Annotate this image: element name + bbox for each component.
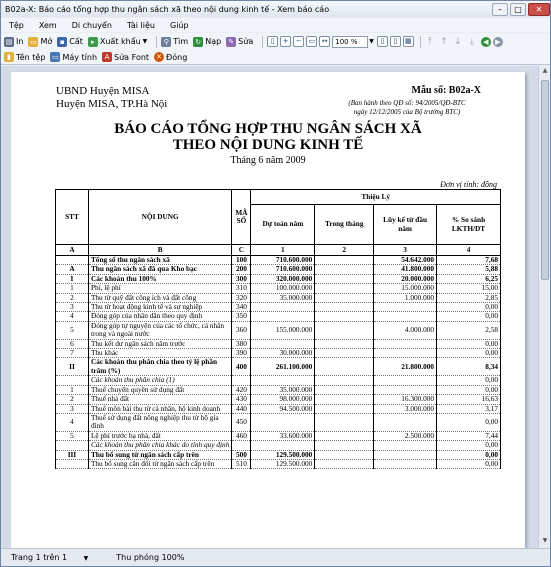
- content-cell: Các khoản thu 100%: [88, 274, 232, 283]
- ytd-cell: 20.000.000: [374, 274, 437, 283]
- organization-name: UBND Huyện MISA: [56, 85, 150, 97]
- col-code-header: MÃ SỐ: [232, 190, 251, 245]
- month-cell: [315, 312, 374, 321]
- edit-font-button[interactable]: A Sửa Font: [102, 52, 149, 62]
- table-row: [56, 312, 501, 321]
- estimate-cell: 261.100.000: [251, 358, 315, 376]
- content-cell: Thu ngân sách xã đã qua Kho bạc: [88, 265, 232, 274]
- zoom-indicator: Thu phóng 100%: [116, 553, 185, 562]
- print-button[interactable]: ▤ In: [5, 37, 24, 46]
- stt-cell: 1: [56, 284, 89, 293]
- pct-cell: 5,88: [437, 265, 501, 274]
- scroll-down-icon[interactable]: ▼: [542, 537, 548, 544]
- pct-cell: 0,00: [437, 459, 501, 468]
- stt-cell: 6: [56, 339, 89, 348]
- stt-cell: III: [56, 450, 89, 459]
- content-cell: Phí, lệ phí: [88, 284, 232, 293]
- estimate-cell: 710.600.000: [251, 256, 315, 265]
- code-cell: 510: [232, 459, 251, 468]
- stt-cell: 2: [56, 395, 89, 404]
- col-month-header: Trong tháng: [315, 205, 374, 245]
- page-icon[interactable]: ▯: [267, 36, 278, 47]
- multi-page-icon[interactable]: ▦: [403, 36, 414, 47]
- content-cell: Thu từ hoạt động kinh tế và sự nghiệp: [88, 303, 232, 312]
- ytd-cell: 54.642.000: [374, 256, 437, 265]
- month-cell: [315, 265, 374, 274]
- ytd-cell: 41.800.000: [374, 265, 437, 274]
- close-button[interactable]: ✕ Đóng: [154, 52, 187, 62]
- estimate-cell: 35.000.000: [251, 293, 315, 302]
- chevron-down-icon: ▼: [83, 555, 89, 562]
- currency-unit: Đơn vị tính: đồng: [440, 180, 497, 189]
- pct-cell: 0,00: [437, 376, 501, 385]
- pct-cell: 2,85: [437, 293, 501, 302]
- pct-cell: 6,25: [437, 274, 501, 283]
- content-cell: Thu khác: [88, 349, 232, 358]
- menu-bar: [1, 18, 550, 32]
- code-cell: 450: [232, 413, 251, 431]
- stt-cell: A: [56, 265, 89, 274]
- estimate-cell: 98.000.000: [251, 395, 315, 404]
- menu-view[interactable]: Xem: [38, 20, 57, 30]
- content-cell: Tổng số thu ngân sách xã: [88, 256, 232, 265]
- pct-cell: 2,58: [437, 321, 501, 339]
- ytd-cell: 21.800.000: [374, 358, 437, 376]
- table-row: [56, 339, 501, 348]
- zoom-in-icon[interactable]: +: [280, 36, 291, 47]
- estimate-cell: 320.000.000: [251, 274, 315, 283]
- month-cell: [315, 339, 374, 348]
- find-button[interactable]: ⚲ Tìm: [161, 37, 188, 47]
- content-cell: Thu bổ sung cân đối từ ngân sách cấp trên: [88, 459, 232, 468]
- month-cell: [315, 385, 374, 394]
- content-cell: Thuế chuyển quyền sử dụng đất: [88, 385, 232, 394]
- minimize-button[interactable]: –: [492, 3, 508, 16]
- month-cell: [315, 376, 374, 385]
- code-cell: 380: [232, 339, 251, 348]
- table-row: [56, 395, 501, 404]
- search-icon: ⚲: [161, 37, 171, 47]
- content-cell: Thu bổ sung từ ngân sách cấp trên: [88, 450, 232, 459]
- menu-help[interactable]: Giúp: [170, 20, 189, 30]
- table-row: [56, 413, 501, 431]
- title-bar: [1, 1, 550, 17]
- zoom-page-icon[interactable]: ▭: [306, 36, 317, 47]
- ytd-cell: 4.000.000: [374, 321, 437, 339]
- index-cell: 4: [437, 245, 501, 256]
- toolbar-separator: [156, 36, 157, 48]
- code-cell: 440: [232, 404, 251, 413]
- month-cell: [315, 274, 374, 283]
- ytd-cell: [374, 339, 437, 348]
- index-cell: 1: [251, 245, 315, 256]
- stt-cell: 1: [56, 385, 89, 394]
- month-cell: [315, 284, 374, 293]
- code-cell: 100: [232, 256, 251, 265]
- pct-cell: 0,00: [437, 413, 501, 431]
- estimate-cell: [251, 312, 315, 321]
- index-cell: B: [88, 245, 232, 256]
- ytd-cell: [374, 459, 437, 468]
- code-cell: 320: [232, 293, 251, 302]
- two-page-icon[interactable]: ▯: [390, 36, 401, 47]
- status-bar: [1, 548, 550, 566]
- col-pct-header: % So sánh LKTH/DT: [437, 205, 501, 245]
- code-cell: [232, 376, 251, 385]
- table-row: [56, 376, 501, 385]
- report-title: BÁO CÁO TỔNG HỢP THU NGÂN SÁCH XÃ: [114, 121, 422, 137]
- table-row: [56, 441, 501, 450]
- col-ytd-header: Lũy kế từ đầu năm: [374, 205, 437, 245]
- stt-cell: 3: [56, 404, 89, 413]
- stt-cell: 3: [56, 303, 89, 312]
- window-title: B02a-X: Báo cáo tổng hợp thu ngân sách xã theo nội dung kinh tế - Xem báo cáo: [5, 4, 330, 14]
- zoom-select[interactable]: 100 %: [332, 36, 368, 48]
- close-icon: ✕: [154, 52, 164, 62]
- content-cell: Thuế môn bài thu từ cá nhân, hộ kinh doanh: [88, 404, 232, 413]
- table-row: [56, 404, 501, 413]
- first-page-icon[interactable]: ⤒: [427, 36, 432, 47]
- month-cell: [315, 450, 374, 459]
- single-page-icon[interactable]: ▯: [377, 36, 388, 47]
- code-cell: 420: [232, 385, 251, 394]
- month-cell: [315, 293, 374, 302]
- stt-cell: [56, 441, 89, 450]
- ytd-cell: 15.000.000: [374, 284, 437, 293]
- pct-cell: 0,00: [437, 450, 501, 459]
- pct-cell: 0,00: [437, 303, 501, 312]
- pct-cell: 0,00: [437, 312, 501, 321]
- vertical-scrollbar[interactable]: [538, 66, 550, 548]
- computer-button[interactable]: ▭ Máy tính: [52, 52, 98, 62]
- index-cell: 2: [315, 245, 374, 256]
- menu-file[interactable]: Tệp: [9, 20, 24, 30]
- code-cell: 390: [232, 349, 251, 358]
- index-cell: 3: [374, 245, 437, 256]
- ytd-cell: 1.000.000: [374, 293, 437, 302]
- index-cell: A: [56, 245, 89, 256]
- maximize-button[interactable]: □: [510, 3, 526, 16]
- pct-cell: 7,44: [437, 431, 501, 440]
- zoom-width-icon[interactable]: ↔: [319, 36, 330, 47]
- code-cell: 300: [232, 274, 251, 283]
- menu-document[interactable]: Tài liệu: [126, 20, 155, 30]
- pct-cell: 8,34: [437, 358, 501, 376]
- pct-cell: 3,17: [437, 404, 501, 413]
- refresh-icon: ↻: [193, 37, 203, 47]
- pct-cell: 0,00: [437, 385, 501, 394]
- file-name-button[interactable]: ▮ Tên tệp: [4, 52, 45, 62]
- month-cell: [315, 303, 374, 312]
- ytd-cell: 3.000.000: [374, 404, 437, 413]
- edit-button[interactable]: ✎ Sửa: [226, 37, 253, 47]
- content-cell: Thu kết dư ngân sách năm trước: [88, 339, 232, 348]
- pct-cell: 16,63: [437, 395, 501, 404]
- commune-group-header: Thiệu Lý: [251, 190, 501, 205]
- table-row: [56, 284, 501, 293]
- pct-cell: 0,00: [437, 339, 501, 348]
- content-cell: Các khoản thu phân chia khác do tỉnh quy định: [88, 441, 232, 450]
- month-cell: [315, 349, 374, 358]
- next-page-icon[interactable]: ↓: [454, 36, 462, 47]
- ytd-cell: [374, 376, 437, 385]
- form-number: Mẫu số: B02a-X: [411, 85, 481, 96]
- pct-cell: 7,68: [437, 256, 501, 265]
- save-button[interactable]: ▪ Cất: [57, 37, 83, 47]
- file-icon: ▮: [4, 52, 14, 62]
- stt-cell: 4: [56, 312, 89, 321]
- estimate-cell: 710.600.000: [251, 265, 315, 274]
- estimate-cell: 35.000.000: [251, 385, 315, 394]
- stt-cell: [56, 459, 89, 468]
- estimate-cell: 129.500.000: [251, 450, 315, 459]
- stt-cell: 2: [56, 293, 89, 302]
- month-cell: [315, 256, 374, 265]
- stt-cell: II: [56, 358, 89, 376]
- estimate-cell: 155.000.000: [251, 321, 315, 339]
- estimate-cell: [251, 441, 315, 450]
- col-stt-header: STT: [56, 190, 89, 245]
- toolbar-separator: [262, 36, 263, 48]
- font-icon: A: [102, 52, 112, 62]
- form-note: (Ban hành theo QĐ số: 94/2005/QĐ-BTC ngày 12/12/2005 của Bộ trưởng BTC): [348, 99, 466, 116]
- table-row: [56, 459, 501, 468]
- ytd-cell: [374, 450, 437, 459]
- month-cell: [315, 321, 374, 339]
- code-cell: 430: [232, 395, 251, 404]
- code-cell: 310: [232, 284, 251, 293]
- chevron-down-icon: ▼: [142, 38, 148, 45]
- month-cell: [315, 441, 374, 450]
- printer-icon: ▤: [5, 37, 13, 46]
- computer-icon: ▭: [52, 53, 59, 61]
- report-period: Tháng 6 năm 2009: [230, 155, 306, 166]
- month-cell: [315, 395, 374, 404]
- estimate-cell: [251, 303, 315, 312]
- chevron-down-icon[interactable]: ▼: [369, 38, 374, 45]
- estimate-cell: 100.000.000: [251, 284, 315, 293]
- col-estimate-header: Dự toán năm: [251, 205, 315, 245]
- forward-icon[interactable]: ▶: [493, 37, 503, 47]
- scroll-up-icon[interactable]: ▲: [542, 67, 548, 74]
- code-cell: 350: [232, 312, 251, 321]
- code-cell: 460: [232, 431, 251, 440]
- stt-cell: 5: [56, 431, 89, 440]
- content-cell: Các khoản thu phân chia (1): [88, 376, 232, 385]
- last-page-icon[interactable]: ⤓: [469, 36, 474, 47]
- disk-icon: ▪: [57, 37, 67, 47]
- ytd-cell: [374, 303, 437, 312]
- load-button[interactable]: ↻ Nạp: [193, 37, 221, 47]
- content-cell: Thu từ quỹ đất công ích và đất công: [88, 293, 232, 302]
- content-cell: Các khoản thu phân chia theo tỷ lệ phần trăm (%): [88, 358, 232, 376]
- code-cell: [232, 441, 251, 450]
- scroll-thumb[interactable]: [541, 80, 549, 280]
- report-page: [11, 72, 525, 548]
- stt-cell: 7: [56, 349, 89, 358]
- ytd-cell: 16.300.000: [374, 395, 437, 404]
- index-cell: C: [232, 245, 251, 256]
- report-viewport: [1, 66, 538, 548]
- table-row: [56, 358, 501, 376]
- export-button[interactable]: ▸ Xuất khẩu ▼: [88, 37, 147, 47]
- code-cell: 200: [232, 265, 251, 274]
- page-indicator[interactable]: Trang 1 trên 1 ▼: [11, 553, 89, 562]
- edit-icon: ✎: [226, 37, 236, 47]
- table-row: [56, 265, 501, 274]
- content-cell: Thuế nhà đất: [88, 395, 232, 404]
- ytd-cell: [374, 312, 437, 321]
- month-cell: [315, 404, 374, 413]
- stt-cell: I: [56, 274, 89, 283]
- open-button[interactable]: ▭ Mở: [30, 37, 53, 46]
- content-cell: Đóng góp của nhân dân theo quy định: [88, 312, 232, 321]
- report-subtitle: THEO NỘI DUNG KINH TẾ: [172, 137, 364, 153]
- code-cell: 340: [232, 303, 251, 312]
- content-cell: Đóng góp tự nguyện của các tổ chức, cá nhân trong và ngoài nước: [88, 321, 232, 339]
- code-cell: 500: [232, 450, 251, 459]
- content-cell: Thuế sử dụng đất nông nghiệp thu từ hộ gia đình: [88, 413, 232, 431]
- back-icon[interactable]: ◀: [481, 37, 491, 47]
- menu-navigate[interactable]: Di chuyển: [71, 20, 112, 30]
- secondary-toolbar: [1, 50, 550, 65]
- estimate-cell: 30.000.000: [251, 349, 315, 358]
- pct-cell: 0,00: [437, 349, 501, 358]
- ytd-cell: 2.500.000: [374, 431, 437, 440]
- ytd-cell: [374, 413, 437, 431]
- zoom-out-icon[interactable]: −: [293, 36, 304, 47]
- close-window-button[interactable]: ✕: [528, 3, 550, 16]
- code-cell: 400: [232, 358, 251, 376]
- month-cell: [315, 431, 374, 440]
- export-icon: ▸: [88, 37, 98, 47]
- main-toolbar: [1, 33, 550, 50]
- col-content-header: NỘI DUNG: [88, 190, 232, 245]
- revenue-table: [55, 189, 501, 469]
- table-row: [56, 321, 501, 339]
- stt-cell: 4: [56, 413, 89, 431]
- organization-address: Huyện MISA, TP.Hà Nội: [56, 98, 168, 110]
- content-cell: Lệ phí trước bạ nhà, đất: [88, 431, 232, 440]
- month-cell: [315, 459, 374, 468]
- month-cell: [315, 358, 374, 376]
- pct-cell: 0,00: [437, 441, 501, 450]
- code-cell: 360: [232, 321, 251, 339]
- estimate-cell: [251, 376, 315, 385]
- revenue-table-body: [56, 256, 501, 469]
- toolbar-separator: [420, 36, 421, 48]
- month-cell: [315, 413, 374, 431]
- estimate-cell: 33.600.000: [251, 431, 315, 440]
- stt-cell: 5: [56, 321, 89, 339]
- folder-icon: ▭: [30, 37, 37, 46]
- previous-page-icon[interactable]: ↑: [440, 36, 448, 47]
- pct-cell: 15,00: [437, 284, 501, 293]
- ytd-cell: [374, 349, 437, 358]
- estimate-cell: 94.500.000: [251, 404, 315, 413]
- estimate-cell: 129.500.000: [251, 459, 315, 468]
- ytd-cell: [374, 441, 437, 450]
- stt-cell: [56, 376, 89, 385]
- estimate-cell: [251, 413, 315, 431]
